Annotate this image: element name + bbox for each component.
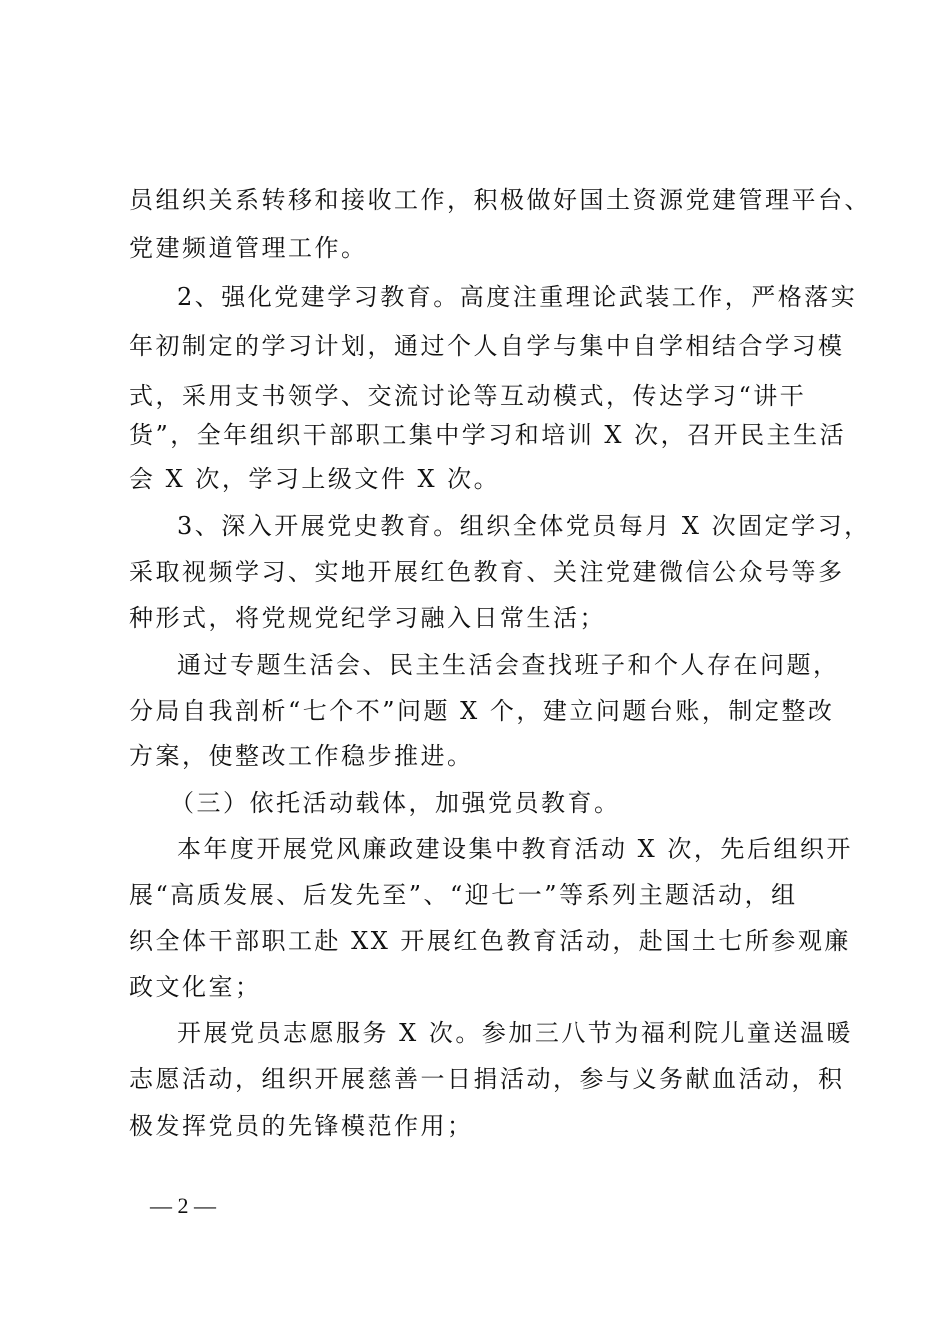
body-line: 分局自我剖析“七个不”问题 X 个，建立问题台账，制定整改	[129, 697, 835, 725]
body-line: 式，采用支书领学、交流讨论等互动模式，传达学习“讲干	[129, 382, 807, 410]
body-line: 织全体干部职工赴 XX 开展红色教育活动，赴国土七所参观廉	[129, 927, 851, 955]
body-line: 展“高质发展、后发先至”、“迎七一”等系列主题活动，组	[129, 881, 798, 909]
body-line: 员组织关系转移和接收工作，积极做好国土资源党建管理平台、	[129, 186, 871, 214]
body-line: 年初制定的学习计划，通过个人自学与集中自学相结合学习模	[129, 332, 845, 360]
body-line: 货”，全年组织干部职工集中学习和培训 X 次，召开民主生活	[129, 421, 847, 449]
body-line: 方案，使整改工作稳步推进。	[129, 742, 474, 770]
body-line: 采取视频学习、实地开展红色教育、关注党建微信公众号等多	[129, 558, 845, 586]
body-line: 极发挥党员的先锋模范作用；	[129, 1112, 474, 1140]
body-line: 政文化室；	[129, 973, 262, 1001]
body-line: 志愿活动，组织开展慈善一日捐活动，参与义务献血活动，积	[129, 1065, 845, 1093]
body-line: 通过专题生活会、民主生活会查找班子和个人存在问题，	[177, 651, 840, 679]
body-line: 会 X 次，学习上级文件 X 次。	[129, 465, 501, 493]
body-line: 种形式，将党规党纪学习融入日常生活；	[129, 604, 606, 632]
body-line: 本年度开展党风廉政建设集中教育活动 X 次，先后组织开	[177, 835, 853, 863]
body-line: 党建频道管理工作。	[129, 234, 368, 262]
section-heading: （三）依托活动载体，加强党员教育。	[170, 789, 621, 817]
page-number: — 2 —	[150, 1193, 216, 1218]
body-line: 3、深入开展党史教育。组织全体党员每月 X 次固定学习，	[177, 512, 871, 540]
body-line: 2、强化党建学习教育。高度注重理论武装工作，严格落实	[177, 283, 858, 311]
body-line: 开展党员志愿服务 X 次。参加三八节为福利院儿童送温暖	[177, 1019, 853, 1047]
